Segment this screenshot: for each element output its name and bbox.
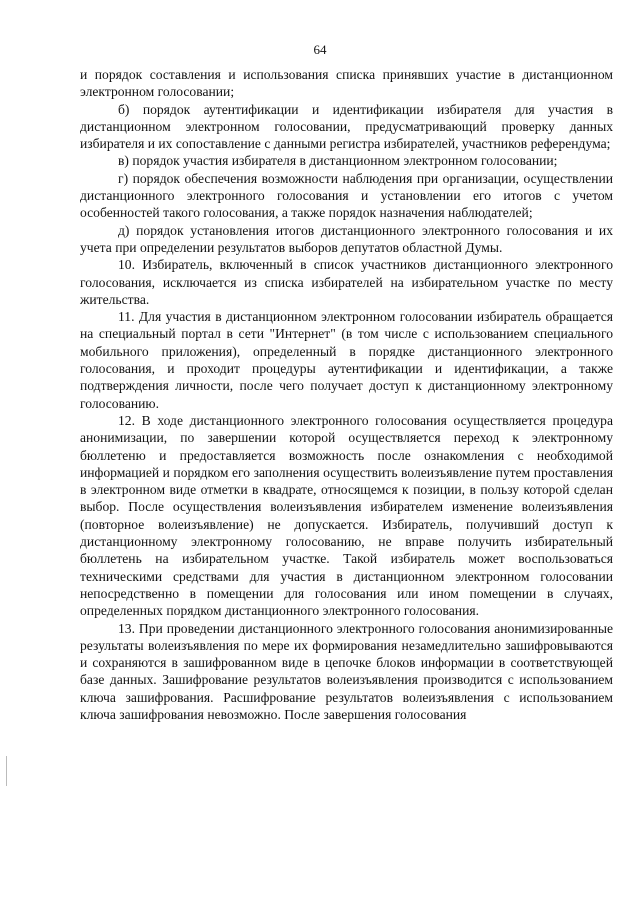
paragraph-clause-11: 11. Для участия в дистанционном электронном голосовании избиратель обращается на специальный портал в сети "Интернет" (в том числе с использованием специального мобильного приложения), определенный в порядке дистанционного электронного голосования, и проходит процедуры аутентификации и идентификации, а также подтверждения личности, после чего получает доступ к дистанционному электронному голосованию. <box>80 309 613 411</box>
page-number: 64 <box>313 42 327 57</box>
paragraph-item-d: д) порядок установления итогов дистанционного электронного голосования и их учета при определении результатов выборов депутатов областной Думы. <box>80 222 613 255</box>
paragraph-clause-10: 10. Избиратель, включенный в список участников дистанционного электронного голосования, исключается из списка избирателей на избирательном участке по месту жительства. <box>80 257 613 307</box>
paragraph-item-b: б) порядок аутентификации и идентификации избирателя для участия в дистанционном электронном голосовании, предусматривающий проверку данных избирателя и их сопоставление с данными регистра избирателей, участников референдума; <box>80 101 613 152</box>
paragraph-continuation: и порядок составления и использования списка принявших участие в дистанционном электронном голосовании; <box>80 67 613 100</box>
document-body <box>80 66 613 723</box>
paragraph-item-v: в) порядок участия избирателя в дистанционном электронном голосовании; <box>118 153 558 169</box>
scan-margin-mark <box>6 756 7 786</box>
paragraph-clause-13: 13. При проведении дистанционного электронного голосования анонимизированные результаты волеизъявления по мере их формирования незамедлительно зашифровываются и сохраняются в зашифрованном виде в цепочке блоков информации в соответствующей базе данных. Зашифрование результатов волеизъявления производится с использованием ключа зашифрования. Расшифрование результатов волеизъявления с использованием ключа зашифрования невозможно. После завершения голосования <box>80 620 613 722</box>
paragraph-clause-12: 12. В ходе дистанционного электронного голосования осуществляется процедура анонимизации, по завершении которой осуществляется переход к электронному бюллетеню и предоставляется возможность после ознакомления с необходимой информацией и порядком его заполнения осуществить волеизъявление путем проставления в электронном виде отметки в квадрате, относящемся к позиции, в пользу которой сделан выбор. После осуществления волеизъявления избирателем изменение волеизъявления (повторное волеизъявление) не допускается. Избиратель, получивший доступ к дистанционному электронному голосованию, не вправе получить избирательный бюллетень на избирательном участке. Такой избиратель может воспользоваться техническими средствами для участия в дистанционном электронном голосовании непосредственно в помещении для голосования или ином помещении в случаях, определенных порядком дистанционного электронного голосования. <box>80 412 613 619</box>
paragraph-item-g: г) порядок обеспечения возможности наблюдения при организации, осуществлении дистанционного электронного голосования и установлении его итогов с учетом особенностей такого голосования, а также порядок назначения наблюдателей; <box>80 170 613 221</box>
